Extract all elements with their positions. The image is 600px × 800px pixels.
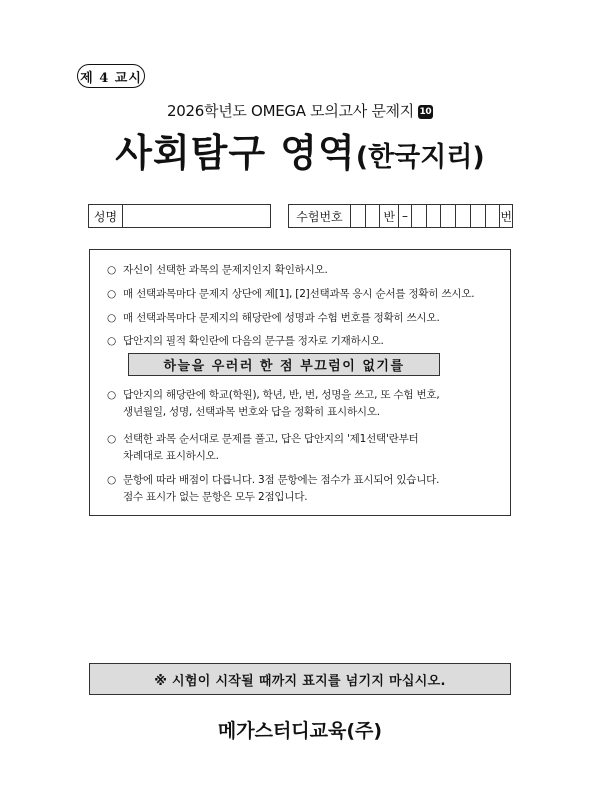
bullet-icon: ○	[107, 264, 116, 276]
exam-number-cell[interactable]	[351, 205, 366, 227]
exam-number-cell[interactable]	[427, 205, 442, 227]
publisher-name: 메가스터디교육(주)	[217, 720, 383, 742]
bullet-icon: ○	[107, 433, 116, 445]
exam-number-cell[interactable]	[441, 205, 456, 227]
bullet-icon: ○	[107, 474, 116, 486]
exam-number-cell[interactable]	[456, 205, 471, 227]
instruction-text: 점수 표시가 없는 문항은 모두 2점입니다.	[123, 491, 308, 503]
dash-label: –	[399, 205, 412, 227]
exam-number-cell[interactable]	[471, 205, 486, 227]
handwriting-check-phrase: 하늘을 우러러 한 점 부끄럼이 없기를	[128, 353, 440, 376]
instruction-text: 답안지의 필적 확인란에 다음의 문구를 정자로 기재하시오.	[123, 335, 384, 347]
name-label: 성명	[89, 205, 123, 227]
subtitle-text: 2026학년도 OMEGA 모의고사 문제지	[167, 102, 414, 120]
instruction-text: 자신이 선택한 과목의 문제지인지 확인하시오.	[123, 264, 328, 276]
name-field[interactable]	[88, 204, 271, 228]
booklet-number-badge: 10	[419, 107, 432, 117]
exam-subtitle	[0, 100, 600, 121]
instruction-text: 답안지의 해당란에 학교(학원), 학년, 반, 번, 성명을 쓰고, 또 수험 번호,	[123, 389, 440, 401]
name-input-area[interactable]	[123, 205, 270, 227]
bullet-icon: ○	[107, 288, 116, 300]
bullet-icon: ○	[107, 312, 116, 324]
bullet-icon: ○	[107, 335, 116, 347]
exam-number-field[interactable]	[288, 204, 513, 228]
instruction-text: 매 선택과목마다 문제지의 해당란에 성명과 수험 번호를 정확히 쓰시오.	[123, 312, 440, 324]
do-not-turn-warning: ※ 시험이 시작될 때까지 표지를 넘기지 마십시오.	[89, 663, 511, 695]
instruction-text: 문항에 따라 배점이 다릅니다. 3점 문항에는 점수가 표시되어 있습니다.	[123, 474, 440, 486]
title-main: 사회탐구 영역	[115, 131, 356, 175]
title-subject: (한국지리)	[355, 142, 485, 173]
exam-period-label: 제 4 교시	[77, 64, 145, 88]
class-label: 반	[380, 205, 399, 227]
exam-number-cell[interactable]	[486, 205, 501, 227]
instruction-text: 선택한 과목 순서대로 문제를 풀고, 답은 답안지의 '제1선택'란부터	[123, 433, 419, 445]
number-label: 번	[500, 209, 512, 224]
bullet-icon: ○	[107, 389, 116, 401]
exam-number-label: 수험번호	[289, 205, 351, 227]
instruction-text: 매 선택과목마다 문제지 상단에 제[1], [2]선택과목 응시 순서를 정확히 쓰시오.	[123, 288, 475, 300]
exam-number-cell[interactable]	[412, 205, 427, 227]
instruction-text: 차례대로 표시하시오.	[123, 450, 219, 462]
exam-number-cell[interactable]	[366, 205, 381, 227]
instruction-text: 생년월일, 성명, 선택과목 번호와 답을 정확히 표시하시오.	[123, 406, 380, 418]
page-title	[0, 126, 600, 185]
